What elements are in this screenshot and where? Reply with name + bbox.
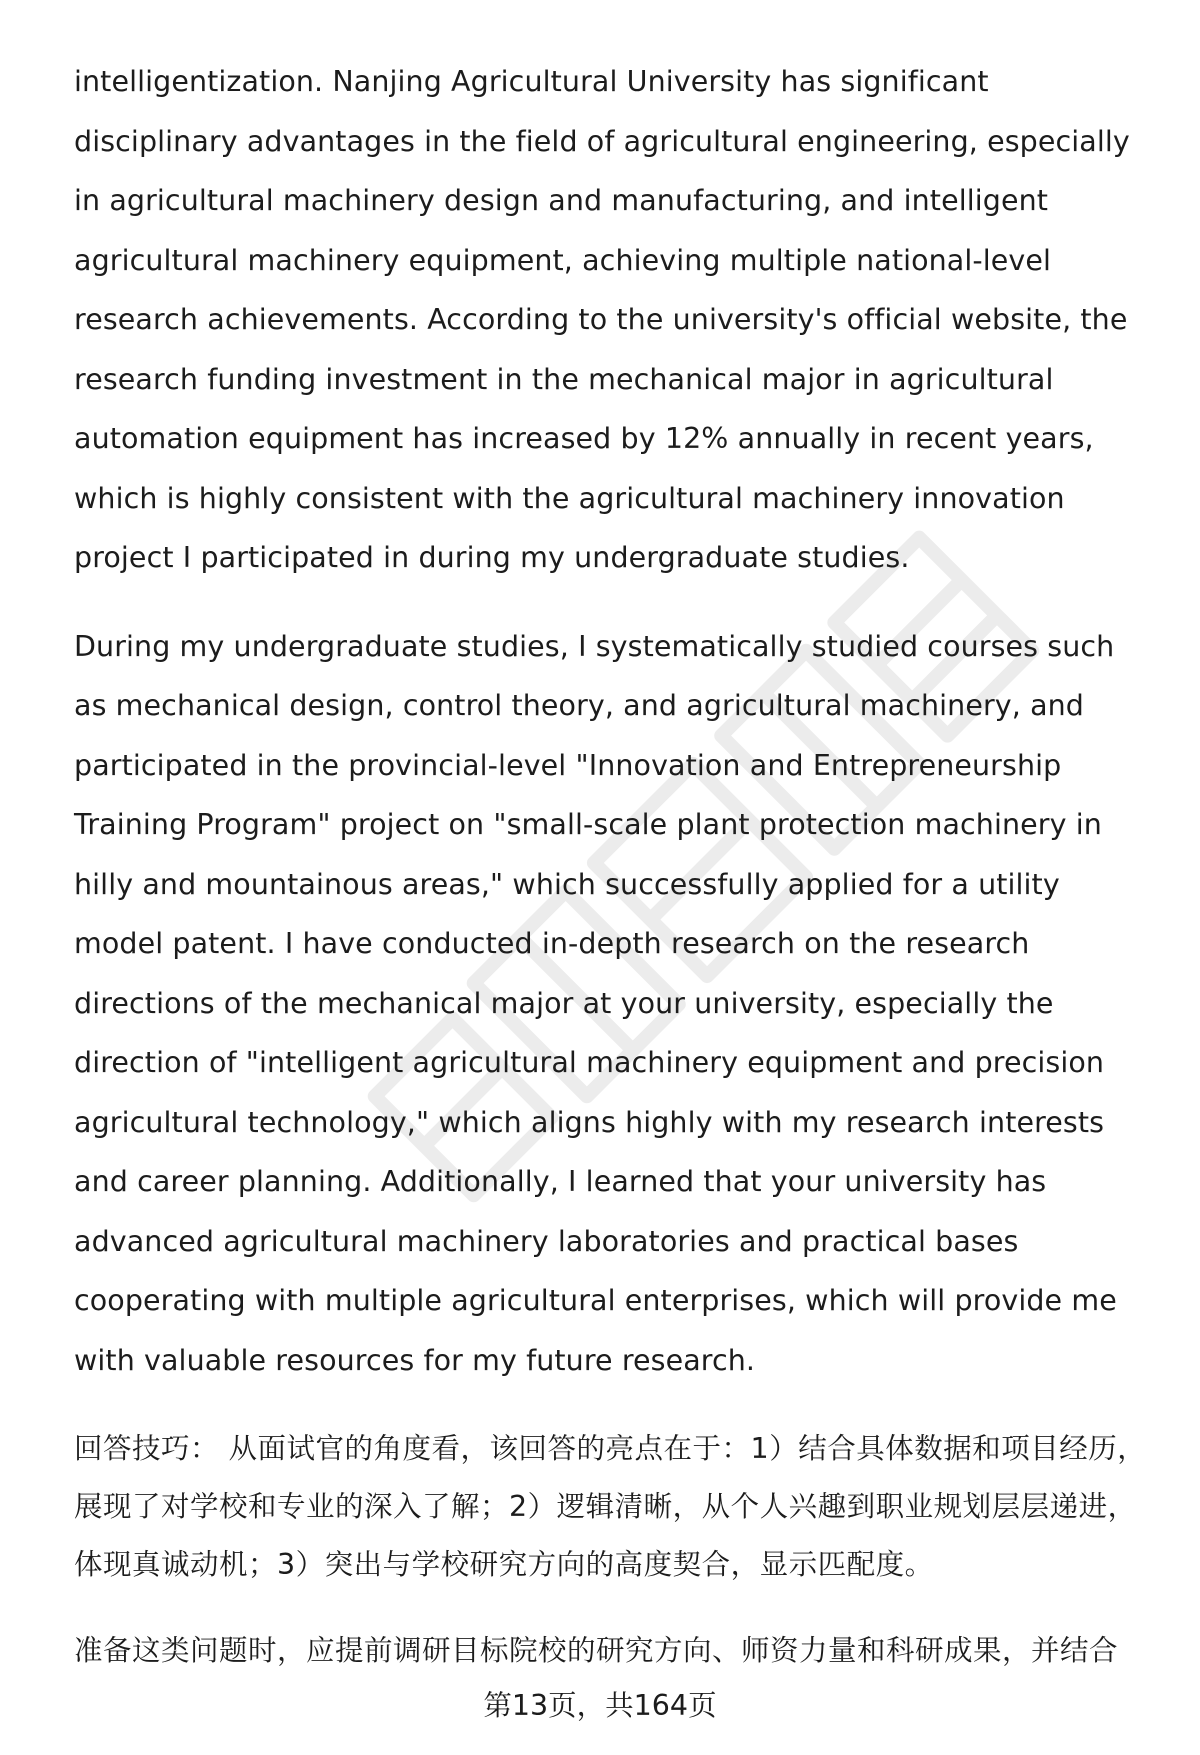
paragraph-undergraduate-studies: During my undergraduate studies, I systematically studied courses such as mechanical design, control theory, and agricultural machinery, and participated in the provincial-level "Innovation and Entrepreneurship Training Program" project on "small-scale plant protection machinery in hilly and mountainous areas," which successfully applied for a utility model patent. I have conducted in-depth research on the research directions of the mechanical major at your university, especially the direction of "intelligent agricultural machinery equipment and precision agricultural technology," which aligns highly with my research interests and career planning. Additionally, I learned that your university has advanced agricultural machinery laboratories and practical bases cooperating with multiple agricultural enterprises, which will provide me with valuable resources for my future research. (74, 629, 1117, 1377)
answer-tips: 回答技巧： 从面试官的角度看，该回答的亮点在于：1）结合具体数据和项目经历，展现了对学校和专业的深入了解；2）逻辑清晰，从个人兴趣到职业规划层层递进，体现真诚动机；3）突出与学校研究方向的高度契合，显示匹配度。 (74, 1432, 1147, 1581)
preparation-advice: 准备这类问题时，应提前调研目标院校的研究方向、师资力量和科研成果，并结合 (74, 1634, 1119, 1667)
page-number-footer: 第13页，共164页 (483, 1689, 717, 1722)
paragraph-university-advantages: intelligentization. Nanjing Agricultural University has significant disciplinary advantages in the field of agricultural engineering, especially in agricultural machinery design and manufacturing, and intelligent agricultural machinery equipment, achieving multiple national-level research achievements. According to the university's official website, the research funding investment in the mechanical major in agricultural automation equipment has increased by 12% annually in recent years, which is highly consistent with the agricultural machinery innovation project I participated in during my undergraduate studies. (74, 65, 1130, 574)
document-body (74, 52, 1154, 1680)
